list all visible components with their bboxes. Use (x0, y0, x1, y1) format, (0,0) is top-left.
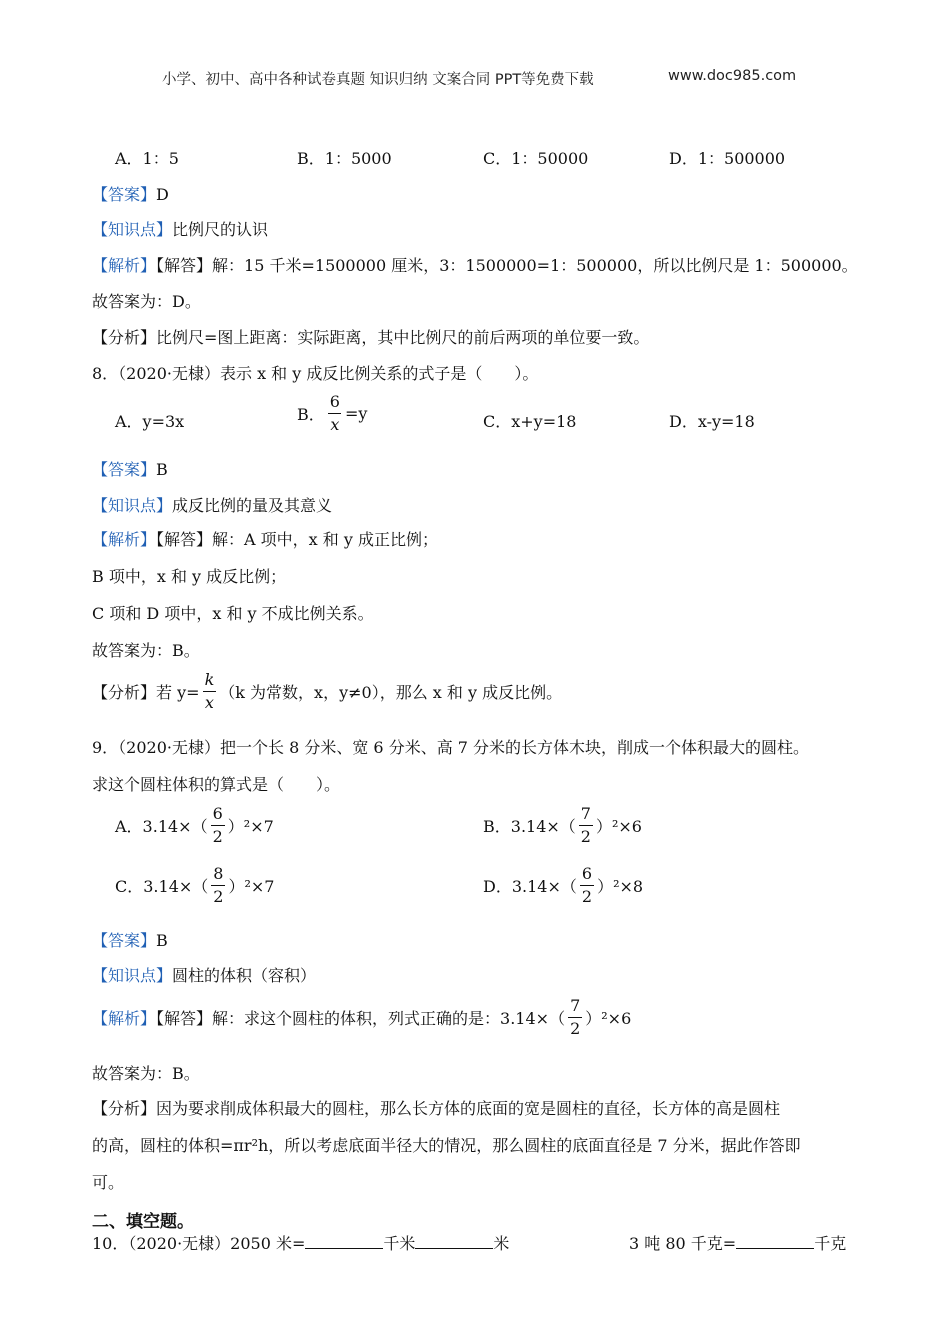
q8-option-c: C．x+y=18 (483, 412, 577, 431)
q10-part2-prefix: 3 吨 80 千克= (629, 1234, 737, 1253)
numerator: 7 (580, 804, 591, 823)
numerator: 6 (581, 864, 593, 883)
section-title: 二、填空题。 (92, 1212, 194, 1232)
q7-reasoning (92, 325, 649, 348)
q8-conclusion: 故答案为：B。 (92, 641, 200, 660)
q7-option-a: A．1：5 (115, 149, 179, 168)
q7-option-d: D．1：500000 (669, 149, 786, 168)
option-label: C．3.14×（ (115, 877, 209, 896)
q9-conclusion: 故答案为：B。 (92, 1064, 200, 1083)
fraction (211, 866, 225, 905)
q9-analysis (92, 998, 631, 1037)
option-tail: ）²×7 (228, 877, 275, 896)
q8-analysis (92, 527, 438, 550)
q8-option-a: A．y=3x (115, 412, 185, 431)
q10-unit1: 千米 (383, 1234, 416, 1253)
q7-analysis (92, 253, 858, 276)
solution-tag: 【解答】 (156, 256, 213, 275)
option-label: A．3.14×（ (115, 817, 208, 836)
header-title: 小学、初中、高中各种试卷真题 知识归纳 文案合同 PPT等免费下载 (162, 72, 594, 88)
q8-stem: 8．（2020·无棣）表示 x 和 y 成反比例关系的式子是（ ）。 (92, 364, 539, 383)
numerator: 7 (570, 996, 581, 1015)
solution-tag: 【解答】 (156, 530, 213, 549)
knowledge-text: 成反比例的量及其意义 (172, 496, 333, 515)
analysis-tag: 【解析】 (92, 1009, 157, 1028)
denominator: 2 (213, 887, 224, 906)
denominator: 2 (580, 827, 591, 846)
q9-knowledge-point (92, 963, 316, 986)
fraction (211, 806, 225, 845)
reasoning-text: 因为要求削成体积最大的圆柱，那么长方体的底面的宽是圆柱的直径，长方体的高是圆柱 (156, 1099, 781, 1118)
q10-part2 (629, 1231, 846, 1254)
analysis-text: 解：A 项中，x 和 y 成正比例； (212, 530, 438, 549)
q7-conclusion: 故答案为：D。 (92, 292, 201, 311)
answer-value: D (156, 185, 169, 204)
q9-option-a (115, 806, 274, 845)
denominator: 2 (570, 1019, 581, 1038)
denominator: 2 (212, 827, 223, 846)
analysis-tag: 【解析】 (92, 256, 157, 275)
q7-knowledge-point (92, 217, 268, 240)
solution-tag: 【解答】 (156, 1009, 213, 1028)
fraction (568, 998, 582, 1037)
q8-analysis-line2: B 项中，x 和 y 成反比例； (92, 567, 287, 586)
q9-stem-line2: 求这个圆柱体积的算式是（ ）。 (92, 775, 341, 794)
option-label: B．3.14×（ (483, 817, 576, 836)
q9-option-c (115, 866, 274, 905)
fraction (328, 394, 342, 433)
analysis-tag: 【解析】 (92, 530, 157, 549)
q9-answer (92, 928, 168, 951)
q9-stem-line1: 9．（2020·无棣）把一个长 8 分米、宽 6 分米、高 7 分米的长方体木块，削成一个体积最大的圆柱。 (92, 738, 810, 757)
q10-part1 (92, 1231, 509, 1254)
q10-part2-unit: 千克 (814, 1234, 847, 1253)
q8-knowledge-point (92, 493, 332, 516)
answer-value: B (156, 460, 168, 479)
answer-blank-3[interactable] (736, 1232, 814, 1249)
option-tail: ）²×7 (227, 817, 274, 836)
q8-option-d: D．x-y=18 (669, 412, 755, 431)
q10-prefix: 10．（2020·无棣）2050 米= (92, 1234, 306, 1253)
q7-option-c: C．1：50000 (483, 149, 589, 168)
answer-tag: 【答案】 (92, 931, 157, 950)
reasoning-text: 比例尺=图上距离：实际距离，其中比例尺的前后两项的单位要一致。 (156, 328, 650, 347)
option-tail: =y (344, 404, 368, 423)
analysis-post: ）²×6 (585, 1009, 632, 1028)
numerator: 8 (213, 864, 224, 883)
analysis-text: 解：15 千米=1500000 厘米，3：1500000=1：500000，所以比例尺是 1：500000。 (212, 256, 858, 275)
answer-tag: 【答案】 (92, 185, 157, 204)
denominator: 2 (581, 887, 593, 906)
option-tail: ）²×6 (595, 817, 642, 836)
q7-answer (92, 182, 169, 205)
knowledge-tag: 【知识点】 (92, 966, 173, 985)
option-label: B． (297, 405, 325, 424)
knowledge-tag: 【知识点】 (92, 220, 173, 239)
q9-reasoning (92, 1096, 780, 1119)
reasoning-tag: 【分析】 (92, 328, 157, 347)
analysis-pre: 解：求这个圆柱的体积，列式正确的是：3.14×（ (212, 1009, 566, 1028)
denominator: x (204, 693, 214, 712)
option-label: D．3.14×（ (483, 877, 577, 896)
header-url[interactable]: www.doc985.com (668, 68, 797, 84)
fraction (203, 672, 217, 711)
q10-unit2: 米 (493, 1234, 510, 1253)
q9-option-b (483, 806, 642, 845)
reasoning-tag: 【分析】 (92, 1099, 157, 1118)
knowledge-text: 圆柱的体积（容积） (172, 966, 317, 985)
q9-reasoning-line2: 的高，圆柱的体积=πr²h，所以考虑底面半径大的情况，那么圆柱的底面直径是 7 分米，据此作答即 (92, 1136, 801, 1155)
denominator: x (330, 415, 340, 434)
answer-blank-2[interactable] (415, 1232, 493, 1249)
knowledge-tag: 【知识点】 (92, 496, 173, 515)
q7-option-b: B．1：5000 (297, 149, 392, 168)
fraction (579, 806, 593, 845)
answer-value: B (156, 931, 168, 950)
numerator: 6 (329, 392, 340, 411)
answer-blank-1[interactable] (305, 1232, 383, 1249)
numerator: 6 (212, 804, 223, 823)
option-tail: ）²×8 (597, 877, 644, 896)
numerator: k (204, 670, 215, 689)
q8-answer (92, 457, 168, 480)
reasoning-post: （k 为常数，x，y≠0），那么 x 和 y 成反比例。 (219, 683, 563, 702)
reasoning-tag: 【分析】 (92, 683, 157, 702)
fraction (580, 866, 594, 905)
q8-reasoning (92, 672, 562, 711)
q8-option-b (297, 394, 367, 433)
q9-reasoning-line3: 可。 (92, 1173, 125, 1192)
knowledge-text: 比例尺的认识 (172, 220, 269, 239)
q8-analysis-line3: C 项和 D 项中，x 和 y 不成比例关系。 (92, 604, 374, 623)
reasoning-pre: 若 y= (156, 683, 200, 702)
q9-option-d (483, 866, 643, 905)
answer-tag: 【答案】 (92, 460, 157, 479)
